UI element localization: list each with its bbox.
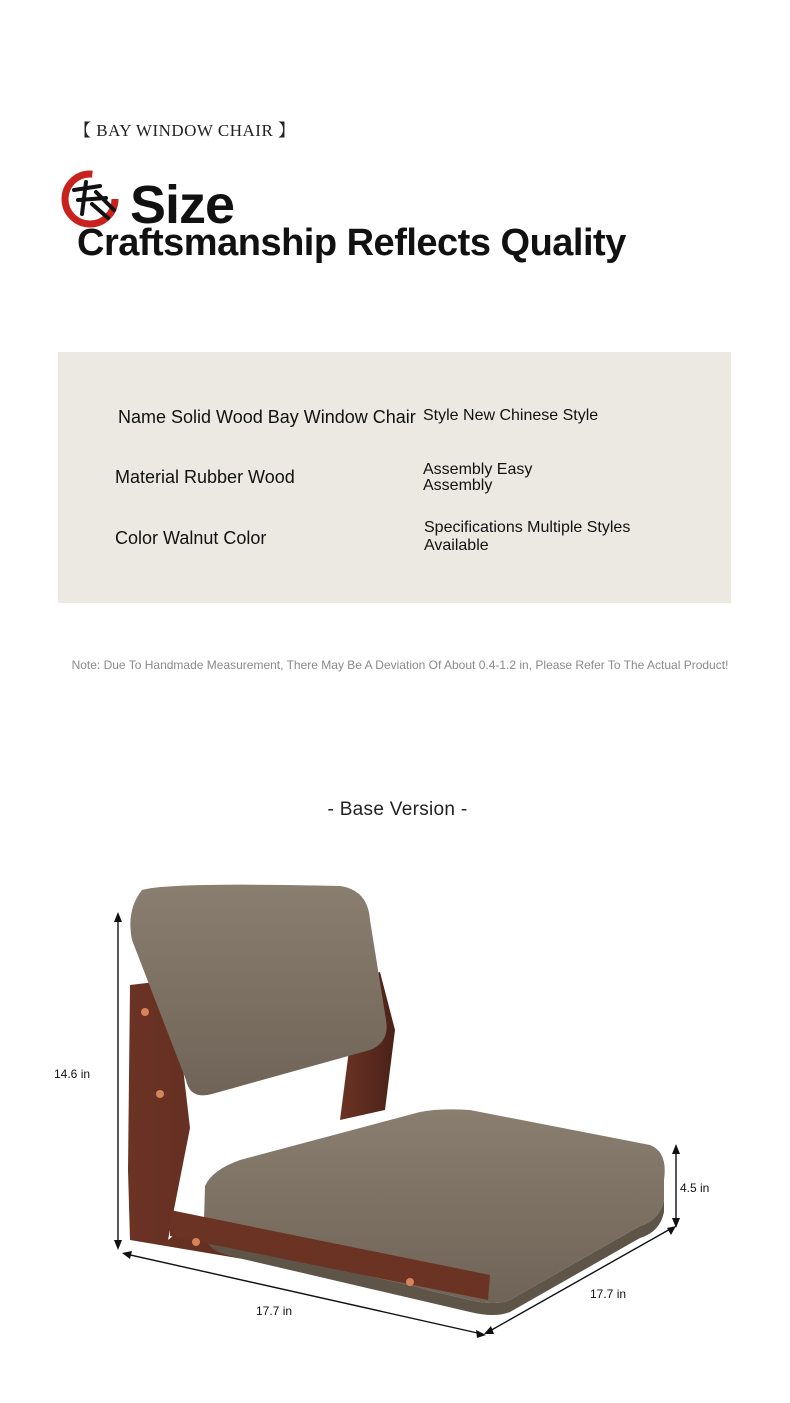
dimension-width-label: 17.7 in	[256, 1304, 293, 1318]
measurement-note: Note: Due To Handmade Measurement, There May Be A Deviation Of About 0.4-1.2 in, Please Refer To The Actual Product!	[71, 658, 729, 672]
chair-illustration	[0, 860, 790, 1360]
spec-color: Color Walnut Color	[115, 528, 267, 548]
spec-name: Name Solid Wood Bay Window Chair	[118, 407, 416, 427]
dimension-height-label: 14.6 in	[54, 1067, 91, 1081]
dimension-depth-label: 17.7 in	[590, 1287, 627, 1301]
version-label: - Base Version -	[327, 799, 468, 820]
spec-specifications-line2: Available	[424, 537, 489, 554]
spec-assembly-line1: Assembly Easy	[423, 461, 533, 478]
eyebrow-label: 【 BAY WINDOW CHAIR 】	[74, 121, 296, 140]
headline: Craftsmanship Reflects Quality	[77, 222, 626, 264]
spec-specifications-line1: Specifications Multiple Styles	[424, 519, 631, 536]
dimension-seat-height-label: 4.5 in	[680, 1181, 710, 1195]
seal-logo	[56, 170, 130, 228]
spec-material: Material Rubber Wood	[115, 467, 295, 487]
spec-style: Style New Chinese Style	[423, 407, 599, 424]
section-title: Size	[130, 175, 235, 235]
spec-assembly-line2: Assembly	[423, 477, 493, 494]
